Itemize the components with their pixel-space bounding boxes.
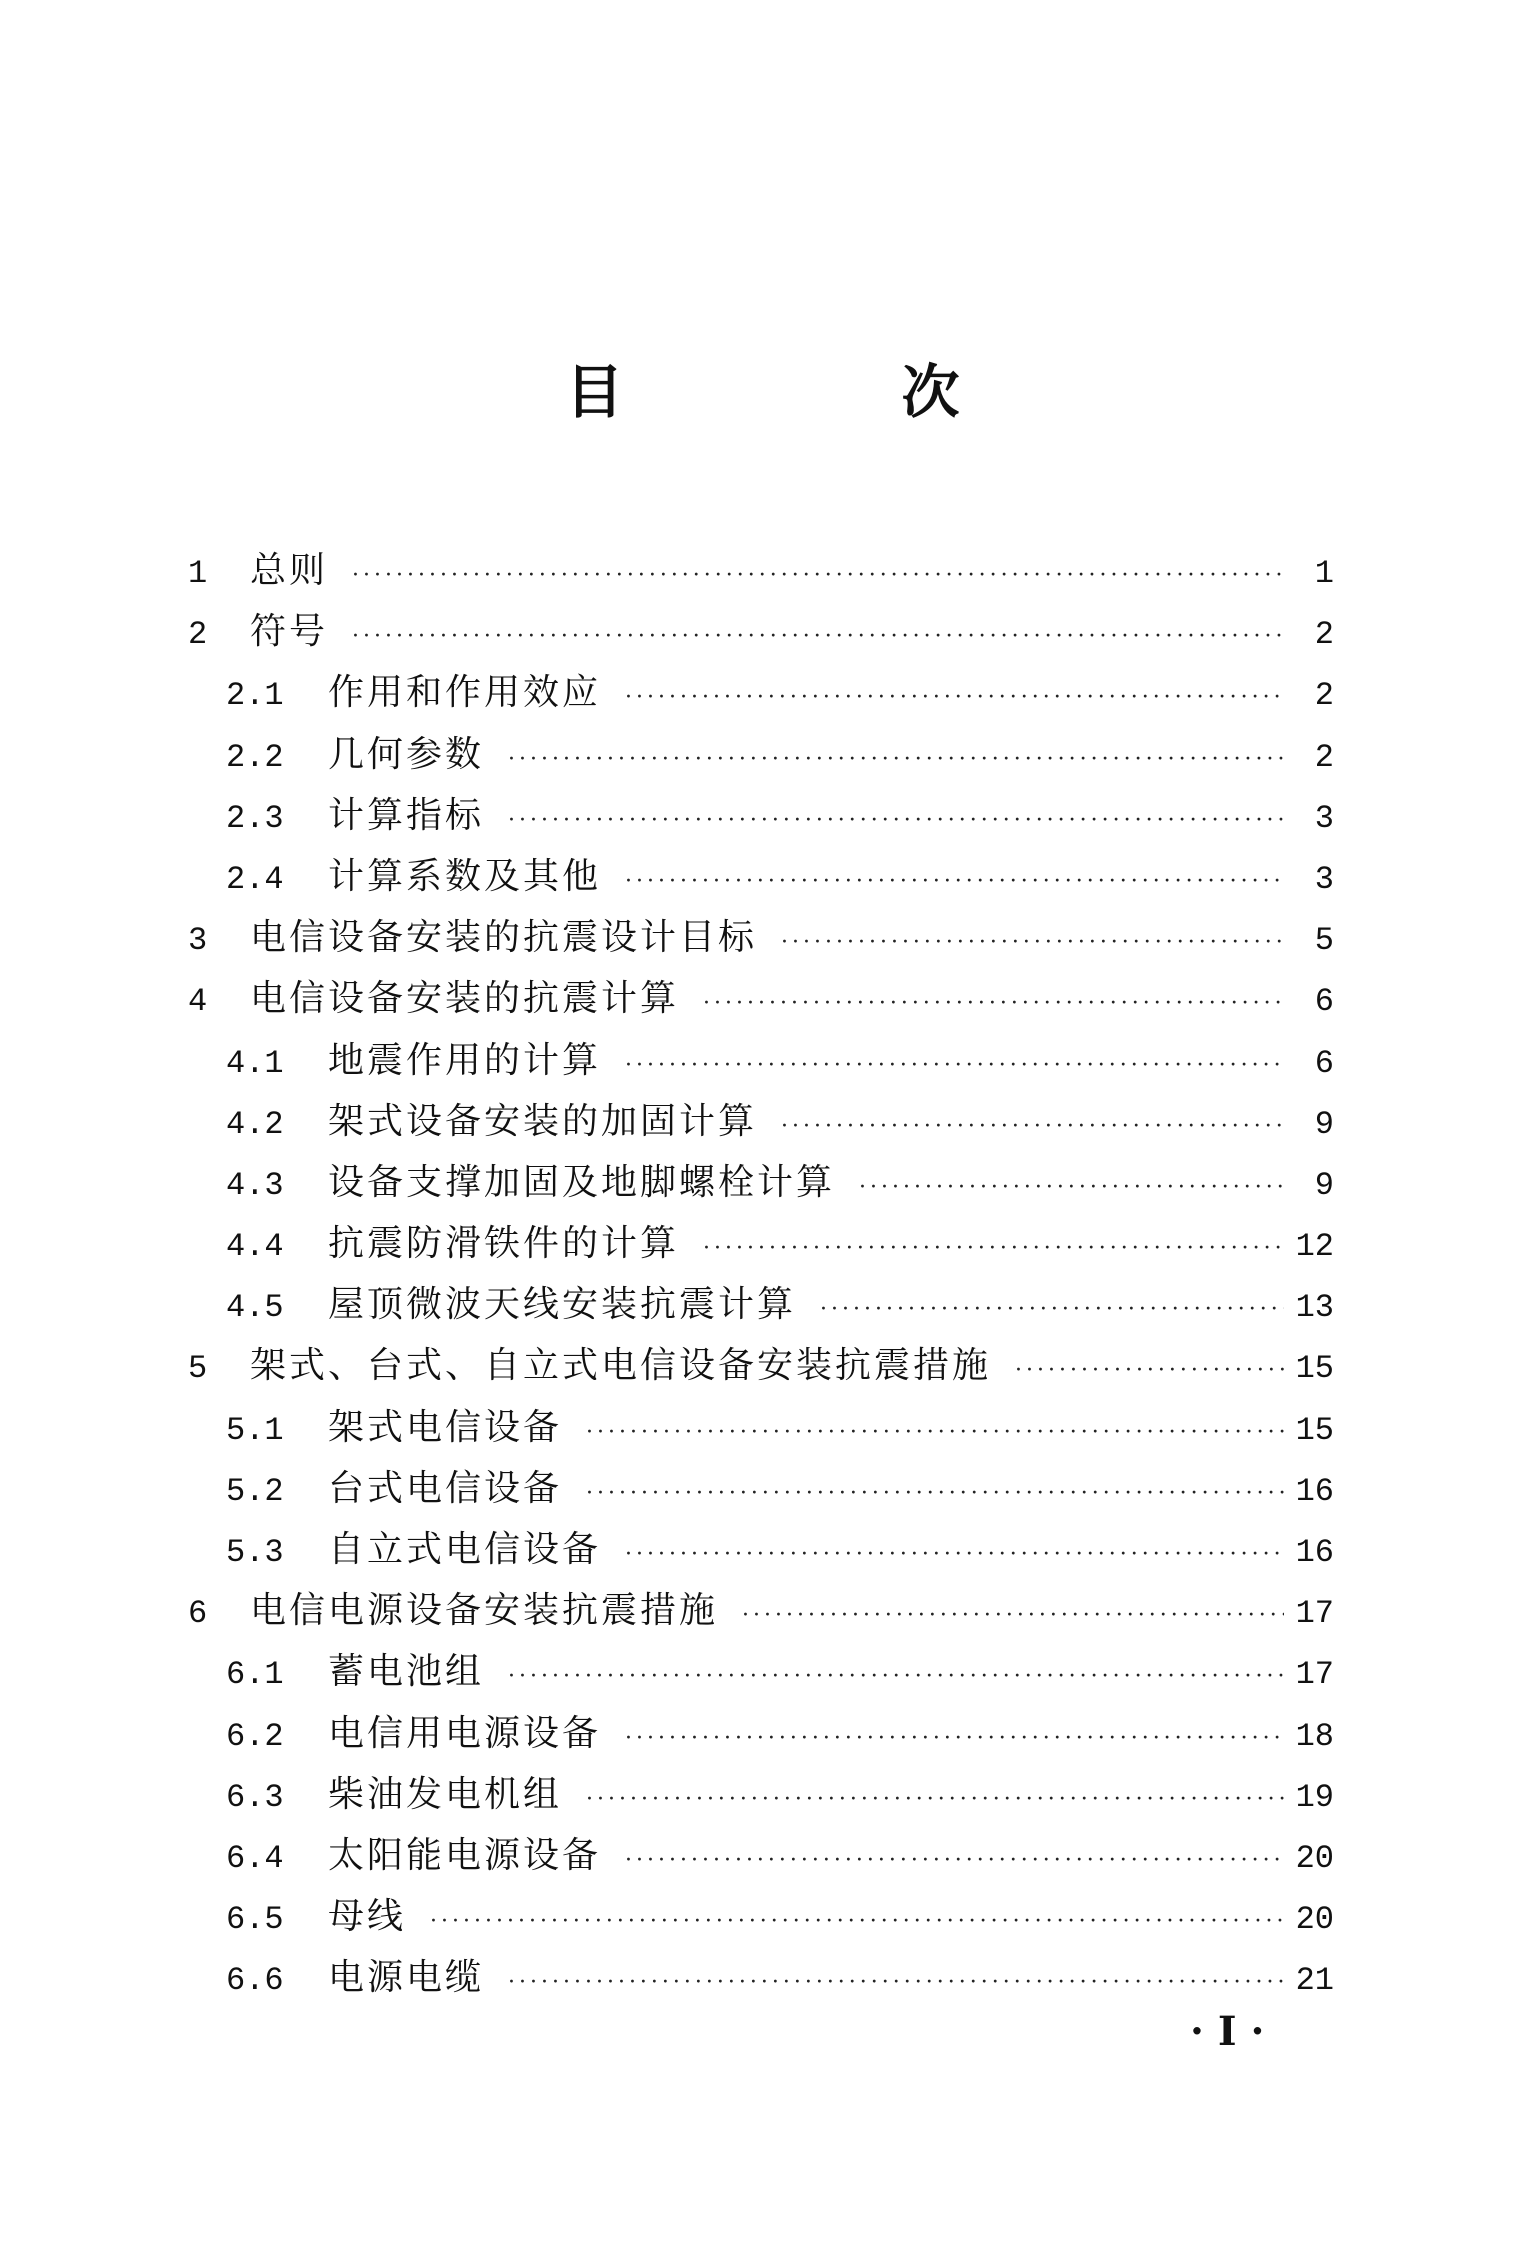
page-ref: 9	[1314, 1105, 1334, 1143]
section-number: 6.5	[226, 1901, 284, 1939]
toc-entry[interactable]	[188, 1397, 1334, 1458]
section-title: 母线	[328, 1896, 407, 1938]
dot-leader	[625, 1708, 1284, 1769]
dot-leader	[508, 729, 1284, 790]
dot-leader	[703, 1218, 1284, 1279]
section-number: 6.6	[226, 1962, 284, 2000]
page-ref: 17	[1295, 1656, 1334, 1694]
section-number: 2.4	[226, 860, 284, 898]
page-ref: 13	[1295, 1289, 1334, 1327]
section-number: 4.5	[226, 1289, 284, 1327]
page-ref: 20	[1295, 1901, 1334, 1939]
toc-entry[interactable]	[188, 1641, 1334, 1702]
section-title: 架式电信设备	[328, 1406, 563, 1448]
toc-entry[interactable]	[188, 1458, 1334, 1519]
toc-entry[interactable]	[188, 1825, 1334, 1886]
dot-leader	[352, 545, 1284, 606]
section-title: 电信设备安装的抗震计算	[250, 978, 680, 1020]
dot-leader	[586, 1463, 1284, 1524]
dot-leader	[586, 1402, 1284, 1463]
dot-leader	[703, 973, 1284, 1034]
page-ref: 17	[1295, 1595, 1334, 1633]
section-title: 自立式电信设备	[328, 1529, 602, 1570]
section-title: 台式电信设备	[328, 1467, 563, 1509]
section-number: 2.3	[226, 799, 284, 837]
page-ref: 2	[1314, 677, 1334, 715]
section-title: 几何参数	[328, 733, 485, 775]
toc-entry[interactable]	[188, 785, 1334, 846]
section-number: 4.3	[226, 1166, 284, 1204]
page-ref: 16	[1295, 1534, 1334, 1571]
section-title: 抗震防滑铁件的计算	[328, 1223, 680, 1265]
dot-leader	[625, 1524, 1284, 1585]
toc-entry[interactable]	[188, 724, 1334, 785]
section-number: 4.1	[226, 1044, 284, 1082]
section-number: 6.3	[226, 1778, 284, 1816]
page-number: · I ·	[1190, 2008, 1265, 2055]
toc-entry[interactable]	[188, 601, 1334, 662]
section-title: 计算系数及其他	[328, 855, 602, 897]
section-number: 5.2	[226, 1472, 284, 1510]
page-ref: 9	[1314, 1166, 1334, 1204]
section-title: 作用和作用效应	[328, 672, 602, 714]
dot-leader	[1015, 1340, 1284, 1401]
section-number: 6.4	[226, 1839, 284, 1877]
section-number: 6.2	[226, 1717, 284, 1755]
toc-entry[interactable]	[188, 1519, 1334, 1580]
section-title: 太阳能电源设备	[328, 1834, 602, 1876]
page-ref: 3	[1314, 799, 1334, 837]
section-number: 5	[188, 1350, 208, 1388]
toc-entry[interactable]	[188, 968, 1334, 1029]
toc-entry[interactable]	[188, 846, 1334, 907]
section-title: 设备支撑加固及地脚螺栓计算	[328, 1161, 836, 1203]
section-number: 6.1	[226, 1656, 284, 1694]
section-title: 地震作用的计算	[328, 1039, 602, 1081]
section-number: 4.2	[226, 1105, 284, 1143]
toc-entry[interactable]	[188, 662, 1334, 723]
toc-entry[interactable]	[188, 1703, 1334, 1764]
page-ref: 12	[1295, 1228, 1334, 1266]
section-title: 符号	[250, 611, 329, 653]
page-ref: 1	[1314, 555, 1334, 592]
dot-leader	[625, 851, 1284, 912]
page-ref: 20	[1295, 1839, 1334, 1877]
section-title: 电信设备安装的抗震设计目标	[250, 917, 758, 959]
section-title: 屋顶微波天线安装抗震计算	[328, 1284, 797, 1326]
dot-leader	[508, 790, 1284, 851]
section-number: 2	[188, 616, 208, 654]
toc-entry[interactable]	[188, 1580, 1334, 1641]
dot-leader	[625, 1830, 1284, 1891]
dot-leader	[781, 912, 1284, 973]
page-ref: 2	[1314, 738, 1334, 776]
dot-leader	[625, 1035, 1284, 1096]
section-number: 3	[188, 922, 208, 960]
section-title: 计算指标	[328, 794, 485, 836]
toc-entry[interactable]	[188, 1152, 1334, 1213]
toc-entry[interactable]	[188, 1335, 1334, 1396]
section-title: 电源电缆	[328, 1957, 485, 1999]
page-ref: 15	[1295, 1411, 1334, 1449]
section-number: 4	[188, 983, 208, 1021]
section-number: 2.1	[226, 677, 284, 715]
section-title: 蓄电池组	[328, 1651, 485, 1693]
section-number: 2.2	[226, 738, 284, 776]
table-of-contents	[188, 540, 1334, 2009]
toc-entry[interactable]	[188, 1030, 1334, 1091]
toc-entry[interactable]	[188, 1274, 1334, 1335]
page-ref: 15	[1295, 1350, 1334, 1388]
page-title: 目 次	[565, 358, 1070, 426]
section-title: 电信用电源设备	[328, 1712, 602, 1754]
section-number: 6	[188, 1595, 208, 1633]
dot-leader	[859, 1157, 1284, 1218]
section-number: 5.3	[226, 1534, 284, 1571]
page-ref: 16	[1295, 1472, 1334, 1510]
toc-entry[interactable]	[188, 540, 1334, 601]
dot-leader	[352, 606, 1284, 667]
dot-leader	[430, 1891, 1284, 1952]
toc-entry[interactable]	[188, 907, 1334, 968]
section-number: 5.1	[226, 1411, 284, 1449]
section-title: 总则	[250, 550, 329, 591]
dot-leader	[508, 1952, 1284, 2013]
section-title: 架式设备安装的加固计算	[328, 1100, 758, 1142]
page-ref: 6	[1314, 1044, 1334, 1082]
dot-leader	[586, 1769, 1284, 1830]
section-title: 电信电源设备安装抗震措施	[250, 1590, 719, 1632]
dot-leader	[781, 1096, 1284, 1157]
section-number: 4.4	[226, 1228, 284, 1266]
page-ref: 5	[1314, 922, 1334, 960]
toc-entry[interactable]	[188, 1886, 1334, 1947]
page-ref: 18	[1295, 1717, 1334, 1755]
section-title: 柴油发电机组	[328, 1773, 563, 1815]
dot-leader	[820, 1279, 1284, 1340]
page-ref: 3	[1314, 860, 1334, 898]
page-ref: 21	[1295, 1962, 1334, 2000]
dot-leader	[508, 1646, 1284, 1707]
toc-entry[interactable]	[188, 1091, 1334, 1152]
dot-leader	[742, 1585, 1284, 1646]
page-ref: 19	[1295, 1778, 1334, 1816]
toc-entry[interactable]	[188, 1213, 1334, 1274]
section-number: 1	[188, 555, 208, 592]
toc-entry[interactable]	[188, 1947, 1334, 2008]
page-ref: 6	[1314, 983, 1334, 1021]
page-ref: 2	[1314, 616, 1334, 654]
dot-leader	[625, 667, 1284, 728]
section-title: 架式、台式、自立式电信设备安装抗震措施	[250, 1345, 992, 1387]
toc-entry[interactable]	[188, 1764, 1334, 1825]
